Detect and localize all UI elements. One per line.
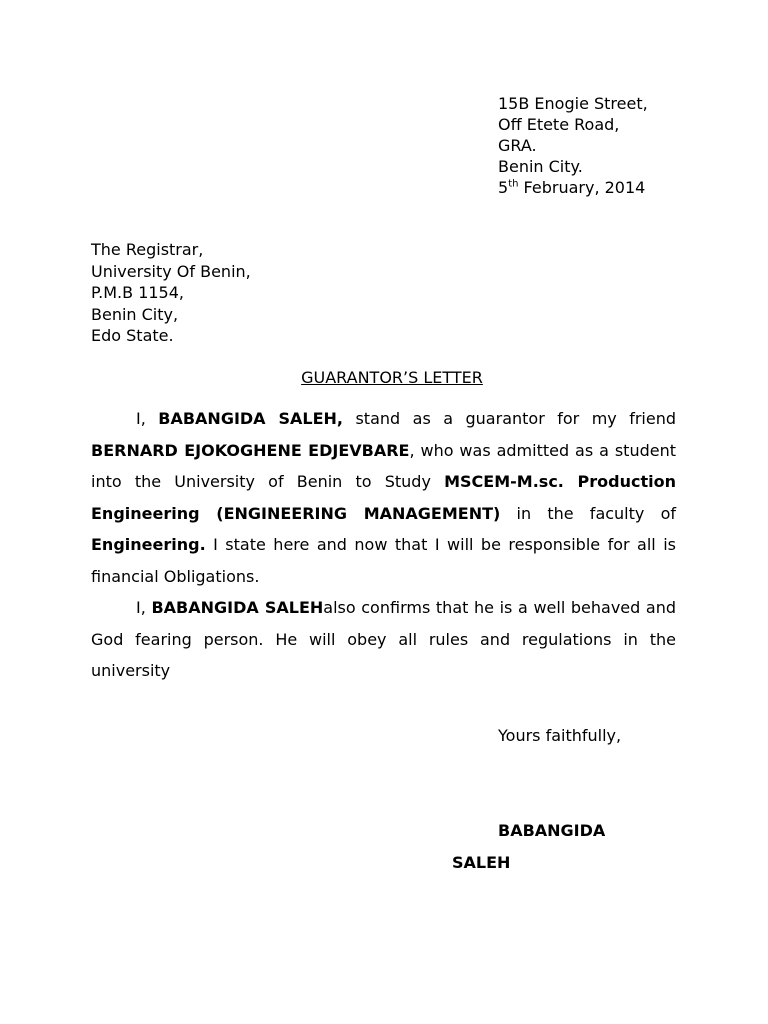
sender-address-line: GRA. [498, 136, 537, 155]
guarantor-name-bold: BABANGIDA SALEH, [158, 409, 344, 428]
guarantor-name-bold: BABANGIDA SALEH [151, 598, 324, 617]
letter-title-text: GUARANTOR’S LETTER [301, 368, 483, 387]
date-month-year: February, 2014 [518, 178, 646, 197]
sender-address-line: Benin City. [498, 157, 583, 176]
signature-name-line-2 [452, 852, 510, 873]
body-text-run: stand as a guarantor for my friend [343, 409, 677, 428]
recipient-address [91, 239, 251, 347]
recipient-address-line: P.M.B 1154, [91, 283, 184, 302]
body-text-run: I, [136, 409, 159, 428]
body-text-run: I, [136, 598, 152, 617]
body-paragraph-1 [91, 403, 676, 592]
signature-first-name: BABANGIDA [498, 821, 606, 840]
body-text-run: , who was admitted as a student into the University of Benin to Study [91, 440, 676, 491]
signature-last-name: SALEH [452, 853, 511, 872]
recipient-address-line: University Of Benin, [91, 261, 251, 281]
body-text-run: in the faculty of [500, 503, 677, 523]
body-paragraph-2 [91, 592, 676, 687]
signature-name-line-1 [498, 820, 605, 841]
body-text-run: also confirms that he is a well behaved and God fearing person. He will obey all rules and regulations in the university [91, 598, 677, 680]
letter-body [91, 403, 676, 687]
recipient-address-line: The Registrar, [91, 240, 204, 259]
body-text-run: I state here and now that I will be responsible for all is financial Obligations. [91, 535, 676, 586]
programme-name-bold: MSCEM-M.sc. Production Engineering (ENGINEERING MANAGEMENT) [91, 472, 676, 523]
sender-address-line: Off Etete Road, [498, 115, 620, 134]
recipient-address-line: Edo State. [91, 326, 174, 345]
faculty-name-bold: Engineering. [91, 535, 206, 554]
letter-date [498, 177, 648, 198]
sender-address [498, 93, 648, 198]
recipient-address-line: Benin City, [91, 304, 179, 324]
sender-address-line: 15B Enogie Street, [498, 94, 648, 113]
closing-salutation: Yours faithfully, [498, 726, 622, 745]
date-day: 5 [498, 178, 509, 197]
letter-title [0, 367, 768, 388]
date-ordinal-suffix: th [508, 178, 519, 190]
student-name-bold: BERNARD EJOKOGHENE EDJEVBARE [91, 440, 410, 460]
